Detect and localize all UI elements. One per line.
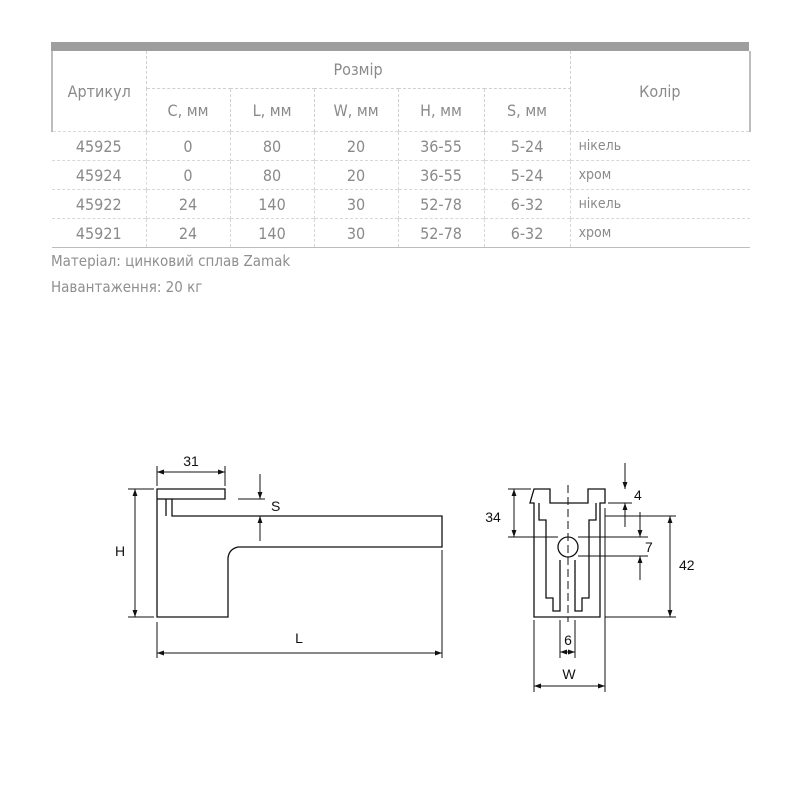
header-color: Колір <box>570 51 750 132</box>
cell-h: 52-78 <box>398 190 484 219</box>
dim-l-label: L <box>295 630 303 646</box>
material-note: Матеріал: цинковий сплав Zamak <box>51 252 291 270</box>
header-col-l: L, мм <box>230 89 314 132</box>
cell-l: 80 <box>230 132 314 161</box>
dim-42-label: 42 <box>679 557 695 573</box>
cell-s: 5-24 <box>484 161 570 190</box>
cell-color: нікель <box>570 190 750 219</box>
front-view <box>508 463 676 692</box>
cell-l: 140 <box>230 219 314 248</box>
cell-c: 24 <box>146 190 230 219</box>
cell-color: хром <box>570 219 750 248</box>
dim-h-label: H <box>114 543 126 559</box>
dim-7-label: 7 <box>645 539 653 555</box>
cell-h: 52-78 <box>398 219 484 248</box>
cell-c: 24 <box>146 219 230 248</box>
cell-s: 5-24 <box>484 132 570 161</box>
cell-l: 140 <box>230 190 314 219</box>
dim-4-label: 4 <box>634 487 642 503</box>
cell-article: 45922 <box>52 190 146 219</box>
cell-s: 6-32 <box>484 190 570 219</box>
header-col-s: S, мм <box>484 89 570 132</box>
dim-w-label: W <box>562 666 576 682</box>
header-size: Розмір <box>146 51 570 89</box>
cell-c: 0 <box>146 161 230 190</box>
cell-h: 36-55 <box>398 161 484 190</box>
cell-article: 45921 <box>52 219 146 248</box>
header-col-w: W, мм <box>314 89 398 132</box>
cell-l: 80 <box>230 161 314 190</box>
header-article: Артикул <box>52 51 146 132</box>
cell-s: 6-32 <box>484 219 570 248</box>
dim-6-label: 6 <box>564 632 572 648</box>
cell-w: 30 <box>314 190 398 219</box>
cell-w: 20 <box>314 161 398 190</box>
header-col-c: С, мм <box>146 89 230 132</box>
cell-w: 20 <box>314 132 398 161</box>
side-view-outline <box>157 489 442 617</box>
side-view <box>128 466 442 658</box>
cell-w: 30 <box>314 219 398 248</box>
dim-31-label: 31 <box>183 453 199 469</box>
cell-article: 45925 <box>52 132 146 161</box>
cell-c: 0 <box>146 132 230 161</box>
header-col-h: H, мм <box>398 89 484 132</box>
cell-h: 36-55 <box>398 132 484 161</box>
front-view-inner-left <box>539 503 560 611</box>
front-view-inner-right <box>575 503 596 611</box>
dim-s-label: S <box>271 498 281 514</box>
dim-34-label: 34 <box>485 509 501 525</box>
cell-article: 45924 <box>52 161 146 190</box>
load-note: Навантаження: 20 кг <box>51 278 203 296</box>
cell-color: хром <box>570 161 750 190</box>
cell-color: нікель <box>570 132 750 161</box>
